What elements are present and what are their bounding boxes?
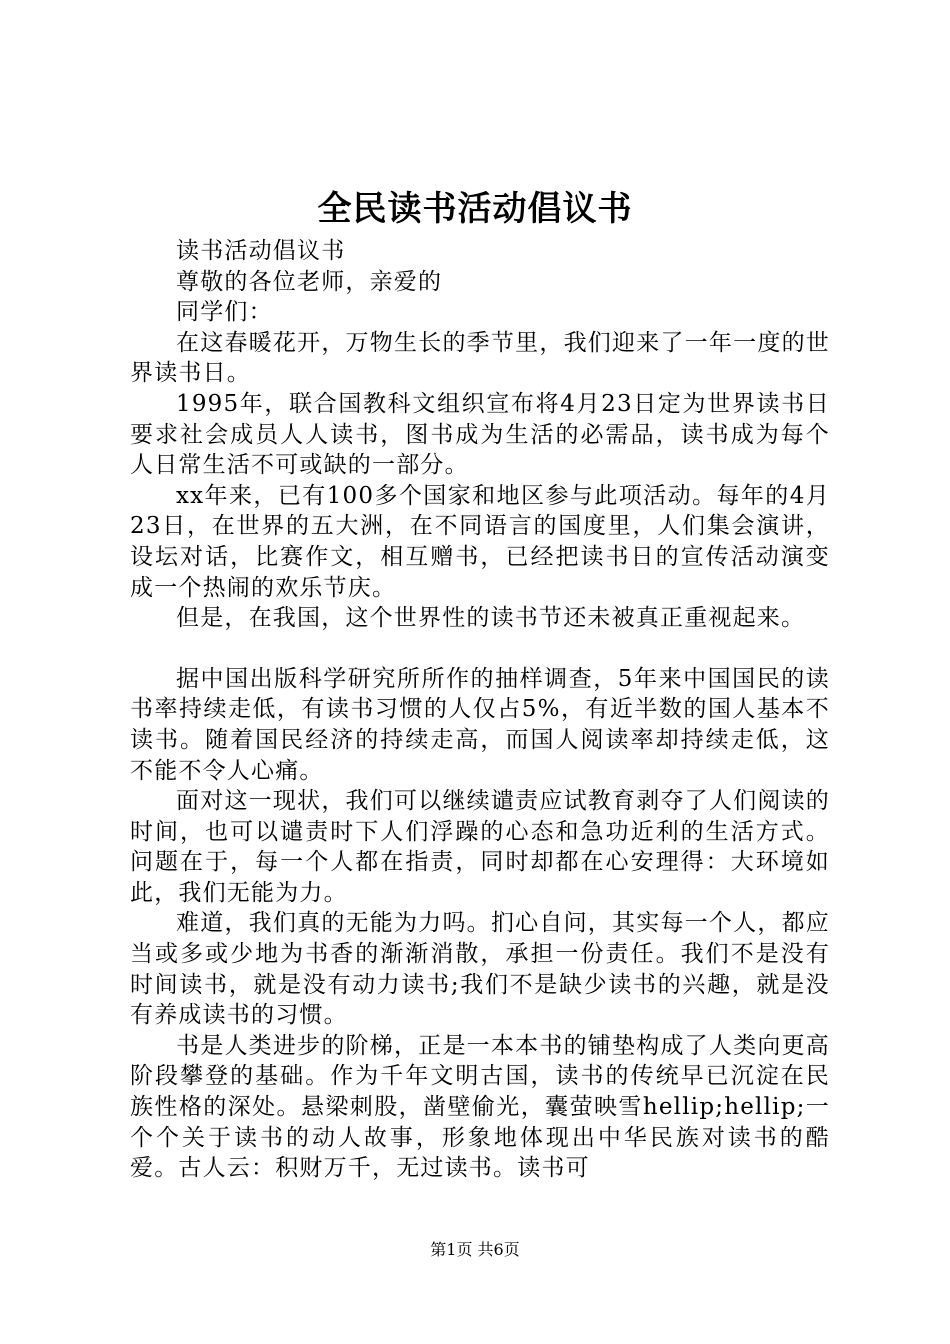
paragraph: 在这春暖花开，万物生长的季节里，我们迎来了一年一度的世界读书日。 (130, 329, 830, 387)
paragraph-heading: 读书活动倡议书 (176, 238, 346, 264)
paragraph: 书是人类进步的阶梯，正是一本本书的铺垫构成了人类向更高阶段攀登的基础。作为千年文明古国，读书的传统早已沉淀在民族性格的深处。悬梁刺股，凿壁偷光，囊萤映雪hellip;hellip;一个个关于读书的动人故事，形象地体现出中华民族对读书的酷爱。古人云：积财万千，无过读书。读书可 (130, 1032, 830, 1182)
paragraph: 但是，在我国，这个世界性的读书节还未被真正重视起来。 (176, 605, 806, 632)
paragraph: 1995年，联合国教科文组织宣布将4月23日定为世界读书日要求社会成员人人读书，图书成为生活的必需品，读书成为每个人日常生活不可或缺的一部分。 (130, 390, 830, 479)
paragraph: 据中国出版科学研究所所作的抽样调查，5年来中国国民的读书率持续走低，有读书习惯的人仅占5%，有近半数的国人基本不读书。随着国民经济的持续走高，而国人阅读率却持续走低，这不能不令人心痛。 (130, 665, 830, 784)
document-body (130, 236, 830, 1184)
paragraph: xx年来，已有100多个国家和地区参与此项活动。每年的4月23日，在世界的五大洲，在不同语言的国度里，人们集会演讲，设坛对话，比赛作文，相互赠书，已经把读书日的宣传活动演变成一个热闹的欢乐节庆。 (130, 482, 830, 601)
paragraph-salutation: 尊敬的各位老师，亲爱的 (176, 268, 443, 295)
document-title: 全民读书活动倡议书 (317, 189, 633, 229)
paragraph-salutation-cont: 同学们： (176, 299, 273, 326)
page-number-footer: 第1页 共6页 (430, 1240, 520, 1259)
paragraph: 难道，我们真的无能为力吗。扪心自问，其实每一个人，都应当或多或少地为书香的渐渐消散，承担一份责任。我们不是没有时间读书，就是没有动力读书;我们不是缺少读书的兴趣，就是没有养成读书的习惯。 (130, 910, 830, 1029)
paragraph: 面对这一现状，我们可以继续谴责应试教育剥夺了人们阅读的时间，也可以谴责时下人们浮躁的心态和急功近利的生活方式。问题在于，每一个人都在指责，同时却都在心安理得：大环境如此，我们无能为力。 (130, 788, 830, 906)
